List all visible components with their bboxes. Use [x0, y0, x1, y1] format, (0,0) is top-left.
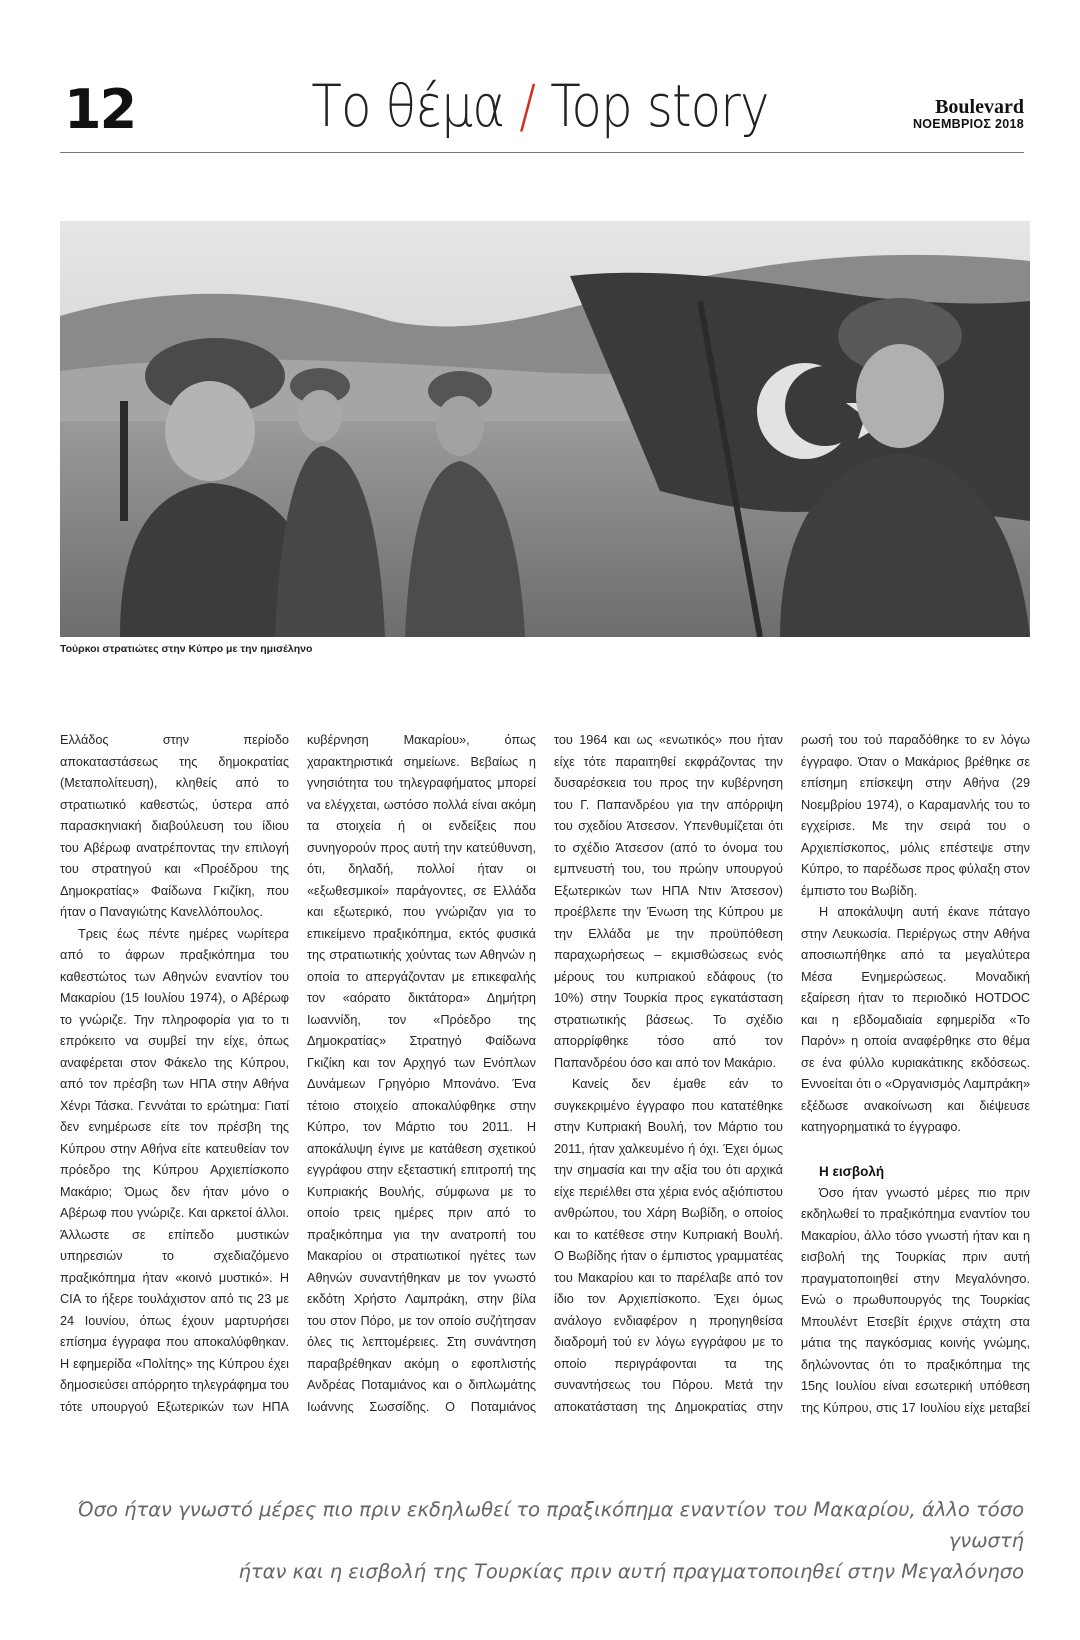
- issue-date: ΝΟΕΜΒΡΙΟΣ 2018: [912, 117, 1024, 131]
- soldiers-with-flag-photo: [60, 221, 1030, 637]
- article-column-1: [60, 730, 289, 1415]
- article-subheading: Η εισβολή: [819, 1163, 885, 1179]
- article-body: [60, 730, 1030, 1415]
- article-column-4: [801, 730, 1030, 1415]
- brand-logo: Boulevard: [935, 96, 1024, 118]
- section-title-slash: /: [519, 72, 536, 140]
- article-paragraph: Ελλάδος στην περίοδο αποκαταστάσεως της δημοκρατίας (Μεταπολίτευση), κληθείς από το στρατιωτικό καθεστώς, ύστερα από παρασκηνιακή διαβούλευση του ίδιου του Αβέρωφ ανατρέποντας την επιλογή του στρατηγού και «Προέδρου της Δημοκρατίας» Φαίδωνα Γκιζίκη, που ήταν ο Παναγιώτης Κανελλόπουλος.: [60, 733, 289, 919]
- article-column-2: [307, 730, 536, 1415]
- article-paragraph: Όσο ήταν γνωστό μέρες πιο πριν εκδηλωθεί το πραξικόπημα εναντίον του Μακαρίου, άλλο τόσο γνωστή ήταν και η εισβολή της Τουρκίας πριν αυτή πραγματοποιηθεί στην Μεγαλόνησο. Ενώ ο πρωθυπουργός της Τουρκίας Μπουλέντ Ετσεβίτ έριχνε στάχτη στα μάτια της παγκόσμιας κοινής γνώμης, δηλώνοντας ότι το πραξικόπημα της 15ης Ιουλίου είναι εσωτερική υπόθεση της Κύπρου, στις 17 Ιουλίου είχε μεταβεί: [801, 1185, 1030, 1415]
- header-divider: [60, 152, 1024, 153]
- article-paragraph: ρωσή του τού παραδόθηκε το εν λόγω έγγραφο. Όταν ο Μακάριος βρέθηκε σε επίσημη επίσκεψη στην Αθήνα (29 Νοεμβρίου 1974), ο Καραμανλής του το εγχείρισε. Με την σειρά του ο Αρχιεπίσκοπος, μόλις επέστεψε στην Κύπρο, το παρέδωσε προς φύλαξη στον έμπιστο του Βωβίδη.: [801, 733, 1030, 898]
- page-number: 12: [64, 78, 136, 141]
- photo-caption: Τούρκοι στρατιώτες στην Κύπρο με την ημισέληνο: [60, 643, 313, 655]
- section-title-greek: Το θέμα: [311, 72, 505, 140]
- section-title-english: Top story: [550, 72, 769, 140]
- pull-quote-line-1: Όσο ήταν γνωστό μέρες πιο πριν εκδηλωθεί το πραξικόπημα εναντίον του Μακαρίου, άλλο τόσο γνωστή: [77, 1498, 1024, 1552]
- masthead: [913, 96, 1024, 131]
- article-column-3: [554, 730, 783, 1415]
- article-paragraph: κυβέρνηση Μακαρίου», όπως χαρακτηριστικά σημείωνε. Βεβαίως η γνησιότητα του τηλεγραφήματος μπορεί να ελέγχεται, ωστόσο πολλά είναι ακόμη τα στοιχεία ή οι ενδείξεις που συνηγορούν προς αυτή την κατεύθυνση, ότι, δηλαδή, πολλοί ήταν οι «εξωθεσμικοί» παράγοντες, σε Ελλάδα και εξωτερικό, που γνώριζαν για το επικείμενο πραξικόπημα, εκτός φυσικά της στρατιωτικής χούντας των Αθηνών η οποία το απεργάζονταν με επικεφαλής τον «αόρατο δικτάτορα» Δημήτρη Ιωαννίδη, τον «Πρόεδρο της Δημοκρατίας» Στρατηγό Φαίδωνα Γκιζίκη και τον Αρχηγό των Ενόπλων Δυνάμεων Γρηγόριο Μπονάνο. Ένα τέτοιο στοιχείο αποκαλύφθηκε στην Κύπρο, τον Μάρτιο του 2011. Η αποκάλυψη έγινε με κατάθεση σχετικού εγγράφου στην εξεταστική επιτροπή της Κυπριακής Βουλής, σύμφωνα με το οποίο τρεις ημέρες πριν από το πραξικόπημα για την ανατροπή του Μακαρίου οι στρατιωτικοί ηγέτες των Αθηνών συναντήθηκαν με τον γνωστό εκδότη Χρήστο Λαμπράκη, στην βίλα του στον Πόρο, με τον οποίο συζήτησαν όλες τις λεπτομέρειες. Στη συνάντηση παραβρέθηκαν ακόμη ο εφοπλιστής Ανδρέας Ποταμιάνος και ο διπλωμάτης Ιωάννης Σωσσίδης. Ο Ποταμιάνος: [307, 733, 536, 1414]
- photo-illustration: [60, 221, 1030, 637]
- article-paragraph: Τρεις έως πέντε ημέρες νωρίτερα από το άφρων πραξικόπημα του καθεστώτος των Αθηνών εναντίον του Μακαρίου (15 Ιουλίου 1974), ο Αβέρωφ το γνώριζε. Την πληροφορία για το τι επρόκειτο να συμβεί την είχε, όπως αναφέρεται στον Φάκελο της Κύπρου, από τον πρέσβη των ΗΠΑ στην Αθήνα Χένρι Τάσκα. Γεννάται το ερώτημα: Γιατί δεν ενημέρωσε είτε τον πρέσβη της Κύπρου στην Αθήνα είτε κατευθείαν τον πρόεδρο της Κύπρου Αρχιεπίσκοπο Μακάριο; Όμως δεν ήταν μόνο ο Αβέρωφ που γνώριζε. Και αρκετοί άλλοι. Άλλωστε σε επίπεδο μυστικών υπηρεσιών το σχεδιαζόμενο πραξικόπημα ήταν «κοινό μυστικό». Η CIA το ήξερε τουλάχιστον από τις 23 με 24 Ιουνίου, όπως έχουν μαρτυρήσει επίσημα έγγραφα που αποκαλύφθηκαν. Η εφημερίδα «Πολίτης» της Κύπρου έχει δημοσιεύσει απόρρητο τηλεγράφημα του τότε υπουργού Εξωτερικών των ΗΠΑ: [60, 926, 289, 1414]
- article-paragraph: Κανείς δεν έμαθε εάν το συγκεκριμένο έγγραφο που κατατέθηκε στην Κυπριακή Βουλή, τον Μάρτιο του 2011, ήταν χαλκευμένο ή όχι. Έχει όμως την σημασία και την αξία του ότι αρχικά είχε περιέλθει στα χέρια ενός αξιόπιστου ανθρώπου, του Χάρη Βωβίδη, ο οποίος και το κατέθεσε στην Κυπριακή Βουλή. Ο Βωβίδης ήταν ο έμπιστος γραμματέας του Μακαρίου και το παρέλαβε από τον ίδιο τον Αρχιεπίσκοπο. Έχει όμως ανάλογο ενδιαφέρον η προηγηθείσα διαδρομή τού εν λόγω εγγράφου με το οποίο περιγράφονται τα της συναντήσεως του Πόρου. Μετά την αποκατάσταση της Δημοκρατίας στην: [554, 1077, 783, 1414]
- article-paragraph: Η αποκάλυψη αυτή έκανε πάταγο στην Λευκωσία. Περιέργως στην Αθήνα αποσιωπήθηκε από τα μεγαλύτερα Μέσα Ενημερώσεως. Μοναδική εξαίρεση ήταν το περιοδικό HOTDOC και η εβδομαδιαία εφημερίδα «Το Παρόν» η οποία αναφέρθηκε στο θέμα σε ένα φύλλο κυριακάτικης εκδόσεως. Εννοείται ότι ο «Οργανισμός Λαμπράκη» εξέδωσε ανακοίνωση και διέψευσε κατηγορηματικά το έγγραφο.: [801, 905, 1030, 1134]
- pull-quote-line-2: ήταν και η εισβολή της Τουρκίας πριν αυτή πραγματοποιηθεί στην Μεγαλόνησο: [238, 1560, 1024, 1583]
- pull-quote: [60, 1494, 1024, 1587]
- article-paragraph: του 1964 και ως «ενωτικός» που ήταν είχε τότε παραιτηθεί εκφράζοντας την δυσαρέσκεια του προς την κυβέρνηση του Γ. Παπανδρέου για την απόρριψη του σχεδίου Άτσεσον. Υπενθυμίζεται ότι το σχέδιο Άτσεσον (από το όνομα του εμπνευστή του, του πρώην υπουργού Εξωτερικών των ΗΠΑ Ντιν Άτσεσον) προέβλεπε την Ένωση της Κύπρου με την Ελλάδα με την προϋπόθεση παραχωρήσεως – εκμισθώσεως ενός μέρους του κυπριακού εδάφους (το 10%) στην Τουρκία προς εγκατάσταση στρατιωτικής βάσεως. Το σχέδιο απορρίφθηκε τόσο από τον Παπανδρέου όσο και από τον Μακάριο.: [554, 733, 783, 1070]
- section-title: [76, 72, 1005, 140]
